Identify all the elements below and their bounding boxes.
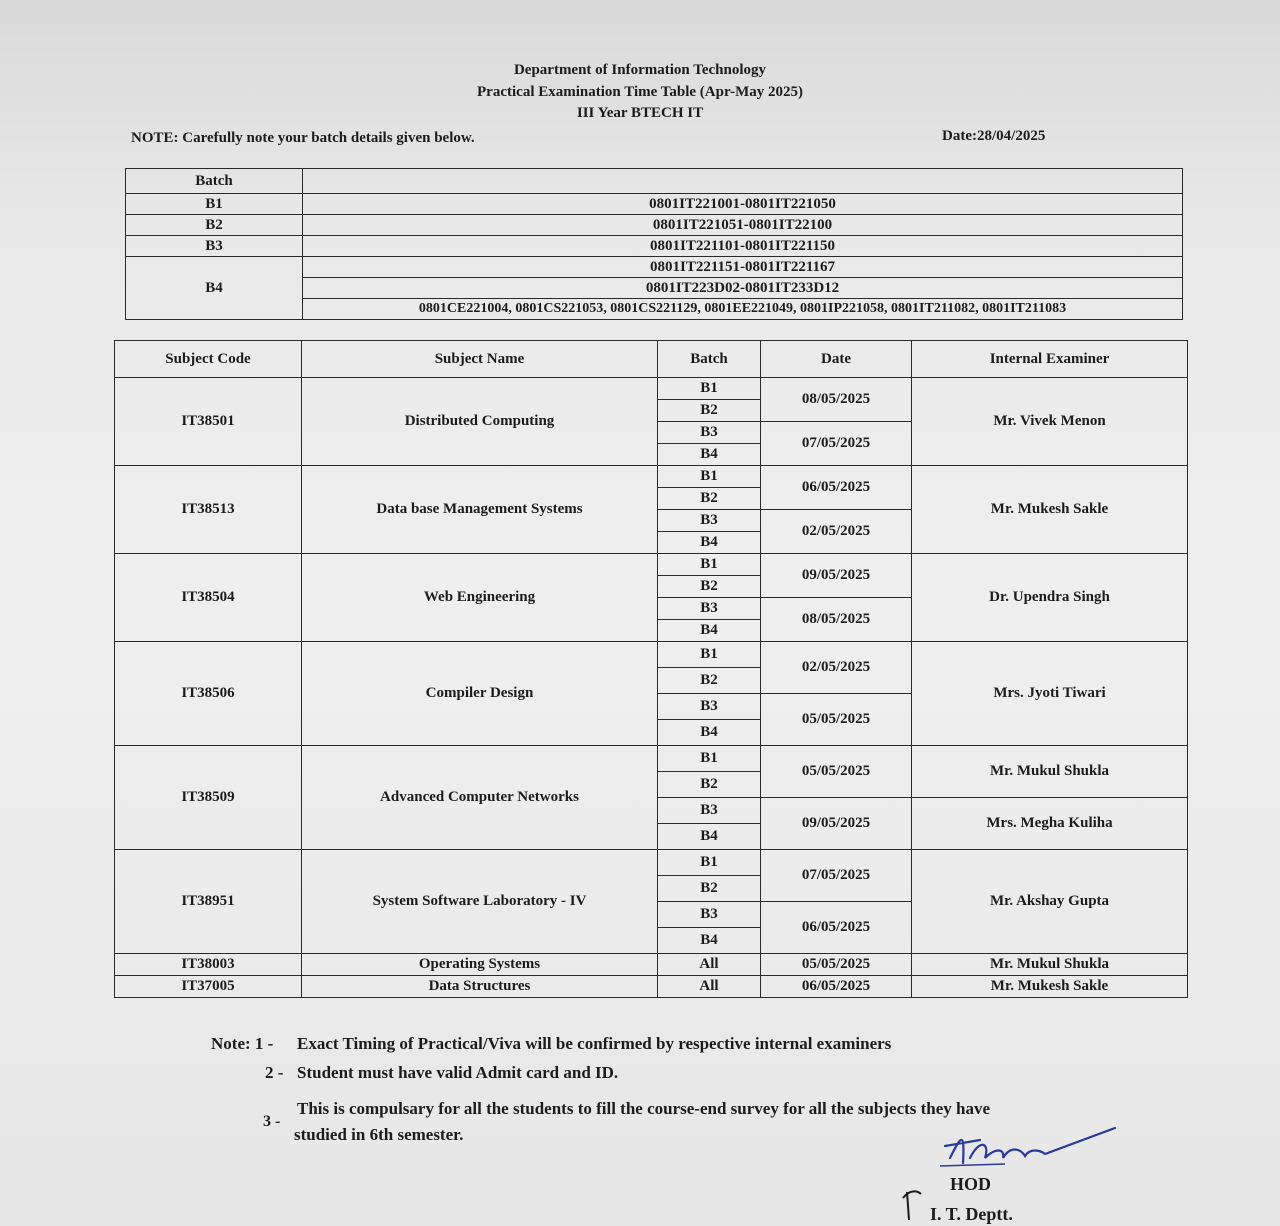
col-batch: Batch <box>658 341 761 378</box>
subject-code: IT38506 <box>115 642 302 746</box>
batch-cell: B1 <box>658 850 761 876</box>
subject-name: Advanced Computer Networks <box>302 746 658 850</box>
batch-cell: B2 <box>658 772 761 798</box>
initial-mark <box>897 1184 927 1224</box>
batch-row <box>126 215 1183 236</box>
date-cell: 09/05/2025 <box>761 554 912 598</box>
examiner-cell: Mr. Mukul Shukla <box>912 954 1188 976</box>
batch-label: B4 <box>126 257 303 320</box>
batch-table <box>125 168 1183 320</box>
subject-name: Web Engineering <box>302 554 658 642</box>
note-1: Exact Timing of Practical/Viva will be confirmed by respective internal examiners <box>297 1034 892 1053</box>
batch-cell: B1 <box>658 642 761 668</box>
subject-name: System Software Laboratory - IV <box>302 850 658 954</box>
subject-name: Data Structures <box>302 976 658 998</box>
batch-cell: B4 <box>658 928 761 954</box>
subject-code: IT37005 <box>115 976 302 998</box>
schedule-table <box>114 340 1188 998</box>
examiner-cell: Dr. Upendra Singh <box>912 554 1188 642</box>
examiner-cell: Mrs. Jyoti Tiwari <box>912 642 1188 746</box>
batch-row <box>126 194 1183 215</box>
batch-cell: B3 <box>658 798 761 824</box>
date-cell: 08/05/2025 <box>761 378 912 422</box>
examiner-cell: Mrs. Megha Kuliha <box>912 798 1188 850</box>
note-3-line-1: This is compulsary for all the students to fill the course-end survey for all the subjects they have <box>297 1099 991 1118</box>
subject-name: Compiler Design <box>302 642 658 746</box>
schedule-row-all <box>115 976 1188 998</box>
subject-name: Operating Systems <box>302 954 658 976</box>
date-cell: 08/05/2025 <box>761 598 912 642</box>
batch-cell: B1 <box>658 746 761 772</box>
date-cell: 09/05/2025 <box>761 798 912 850</box>
batch-cell: B4 <box>658 444 761 466</box>
col-subject-name: Subject Name <box>302 341 658 378</box>
batch-cell: B2 <box>658 488 761 510</box>
schedule-row <box>115 378 1188 400</box>
examiner-cell: Mr. Akshay Gupta <box>912 850 1188 954</box>
schedule-row <box>115 850 1188 876</box>
examiner-cell: Mr. Mukesh Sakle <box>912 466 1188 554</box>
subject-code: IT38513 <box>115 466 302 554</box>
subject-code: IT38003 <box>115 954 302 976</box>
batch-note: NOTE: Carefully note your batch details given below. <box>131 130 475 146</box>
subject-code: IT38951 <box>115 850 302 954</box>
batch-row <box>126 257 1183 278</box>
schedule-row <box>115 746 1188 772</box>
batch-range: 0801IT221101-0801IT221150 <box>303 236 1183 257</box>
batch-range: 0801IT223D02-0801IT233D12 <box>303 278 1183 299</box>
exam-title: Practical Examination Time Table (Apr-May 2025) <box>477 84 803 100</box>
doc-date: Date:28/04/2025 <box>942 128 1046 144</box>
examiner-cell: Mr. Mukesh Sakle <box>912 976 1188 998</box>
date-cell: 07/05/2025 <box>761 422 912 466</box>
batch-cell: B4 <box>658 620 761 642</box>
batch-label: B3 <box>126 236 303 257</box>
note-2-number: 2 - <box>265 1063 284 1082</box>
date-cell: 05/05/2025 <box>761 694 912 746</box>
examiner-cell: Mr. Mukul Shukla <box>912 746 1188 798</box>
schedule-body <box>115 378 1188 998</box>
batch-label: B2 <box>126 215 303 236</box>
batch-cell: All <box>658 954 761 976</box>
col-subject-code: Subject Code <box>115 341 302 378</box>
date-cell: 02/05/2025 <box>761 642 912 694</box>
batch-row <box>126 236 1183 257</box>
schedule-row-all <box>115 954 1188 976</box>
batch-cell: B4 <box>658 824 761 850</box>
schedule-row <box>115 554 1188 576</box>
batch-cell: B2 <box>658 400 761 422</box>
batch-header: Batch <box>126 169 303 194</box>
examiner-cell: Mr. Vivek Menon <box>912 378 1188 466</box>
batch-header-row <box>126 169 1183 194</box>
subject-code: IT38501 <box>115 378 302 466</box>
batch-cell: B2 <box>658 668 761 694</box>
batch-cell: B3 <box>658 694 761 720</box>
batch-range: 0801IT221051-0801IT22100 <box>303 215 1183 236</box>
batch-range: 0801IT221151-0801IT221167 <box>303 257 1183 278</box>
batch-cell: B3 <box>658 510 761 532</box>
batch-cell: B3 <box>658 422 761 444</box>
subject-code: IT38509 <box>115 746 302 850</box>
batch-cell: B2 <box>658 876 761 902</box>
year-title: III Year BTECH IT <box>576 105 704 121</box>
note-3-line-2: studied in 6th semester. <box>294 1125 464 1144</box>
note-3-number: 3 - <box>263 1113 281 1130</box>
batch-cell: B3 <box>658 902 761 928</box>
batch-cell: B1 <box>658 466 761 488</box>
note-2: Student must have valid Admit card and ID. <box>297 1063 619 1082</box>
batch-range: 0801CE221004, 0801CS221053, 0801CS221129, 0801EE221049, 0801IP221058, 0801IT211082, 0801IT211083 <box>303 299 1183 320</box>
col-date: Date <box>761 341 912 378</box>
batch-range: 0801IT221001-0801IT221050 <box>303 194 1183 215</box>
batch-label: B1 <box>126 194 303 215</box>
note-label: Note: 1 - <box>211 1034 274 1053</box>
schedule-row <box>115 466 1188 488</box>
subject-name: Distributed Computing <box>302 378 658 466</box>
batch-cell: B1 <box>658 378 761 400</box>
hod-title: HOD <box>950 1174 992 1194</box>
dept-title: Department of Information Technology <box>513 62 767 78</box>
batch-cell: B3 <box>658 598 761 620</box>
batch-cell: B4 <box>658 532 761 554</box>
col-internal-examiner: Internal Examiner <box>912 341 1188 378</box>
date-cell: 07/05/2025 <box>761 850 912 902</box>
date-cell: 05/05/2025 <box>761 746 912 798</box>
batch-header-blank <box>303 169 1183 194</box>
subject-name: Data base Management Systems <box>302 466 658 554</box>
batch-cell: B2 <box>658 576 761 598</box>
hod-dept: I. T. Deptt. <box>930 1204 1013 1224</box>
batch-cell: All <box>658 976 761 998</box>
date-cell: 02/05/2025 <box>761 510 912 554</box>
schedule-row <box>115 642 1188 668</box>
date-cell: 06/05/2025 <box>761 902 912 954</box>
date-cell: 06/05/2025 <box>761 466 912 510</box>
batch-cell: B4 <box>658 720 761 746</box>
subject-code: IT38504 <box>115 554 302 642</box>
batch-cell: B1 <box>658 554 761 576</box>
date-cell: 05/05/2025 <box>761 954 912 976</box>
schedule-header-row <box>115 341 1188 378</box>
date-cell: 06/05/2025 <box>761 976 912 998</box>
hod-signature <box>935 1118 1135 1178</box>
